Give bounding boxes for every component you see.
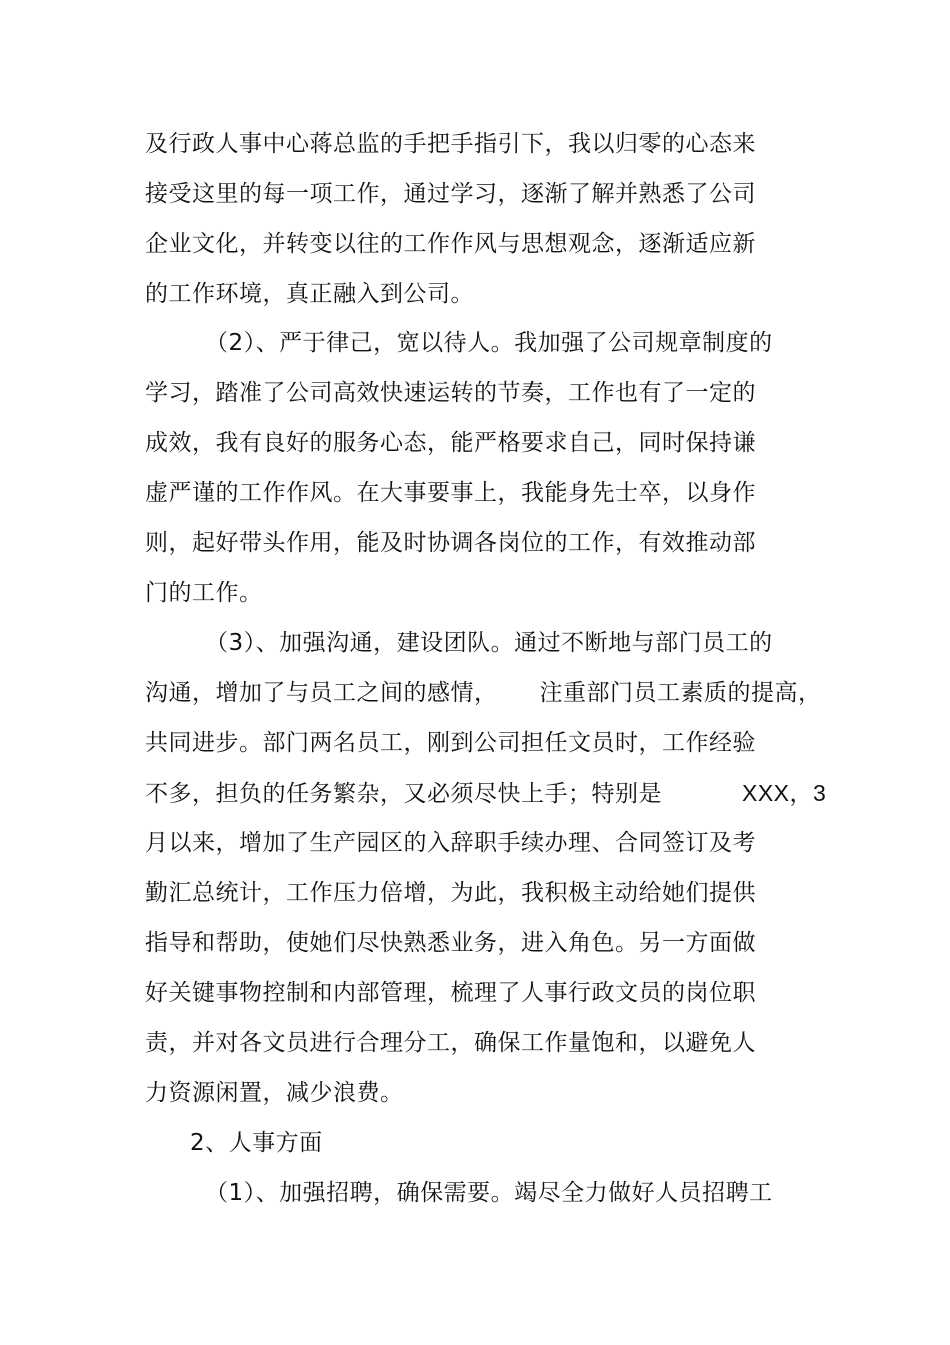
text-line: 力资源闲置，减少浪费。 [145, 1080, 404, 1106]
text-line: 月以来，增加了生产园区的入辞职手续办理、合同签订及考 [145, 830, 756, 856]
text-line: 虚严谨的工作作风。在大事要事上，我能身先士卒，以身作 [145, 480, 756, 506]
text-line: 共同进步。部门两名员工，刚到公司担任文员时，工作经验 [145, 730, 756, 756]
paragraph-2-start: （2）、严于律己，宽以待人。我加强了公司规章制度的 [205, 330, 773, 356]
text-line: 成效，我有良好的服务心态，能严格要求自己，同时保持谦 [145, 430, 756, 456]
text-line: 门的工作。 [145, 580, 263, 606]
text-line [145, 778, 826, 808]
text-line: 企业文化，并转变以往的工作作风与思想观念，逐渐适应新 [145, 231, 756, 257]
text-segment: 不多，担负的任务繁杂，又必须尽快上手；特别是 [145, 781, 662, 807]
text-segment: 沟通，增加了与员工之间的感情， [145, 680, 498, 706]
text-line: 则，起好带头作用，能及时协调各岗位的工作，有效推动部 [145, 530, 756, 556]
section-heading: 2、人事方面 [190, 1130, 323, 1156]
text-line: 勤汇总统计，工作压力倍增，为此，我积极主动给她们提供 [145, 880, 756, 906]
text-line: 及行政人事中心蒋总监的手把手指引下，我以归零的心态来 [145, 131, 756, 157]
text-line: 学习，踏准了公司高效快速运转的节奏，工作也有了一定的 [145, 380, 756, 406]
text-line: 的工作环境，真正融入到公司。 [145, 281, 474, 307]
text-line: 好关键事物控制和内部管理，梳理了人事行政文员的岗位职 [145, 980, 756, 1006]
paragraph-start: （1）、加强招聘，确保需要。竭尽全力做好人员招聘工 [205, 1180, 773, 1206]
text-line: 接受这里的每一项工作，通过学习，逐渐了解并熟悉了公司 [145, 181, 756, 207]
text-line: 责，并对各文员进行合理分工，确保工作量饱和，以避免人 [145, 1030, 756, 1056]
text-line: 指导和帮助，使她们尽快熟悉业务，进入角色。另一方面做 [145, 930, 756, 956]
text-line [145, 678, 822, 708]
text-segment: XXX，3 [742, 780, 827, 806]
text-segment: 注重部门员工素质的提高， [539, 680, 822, 706]
paragraph-3-start: （3）、加强沟通，建设团队。通过不断地与部门员工的 [205, 630, 773, 656]
